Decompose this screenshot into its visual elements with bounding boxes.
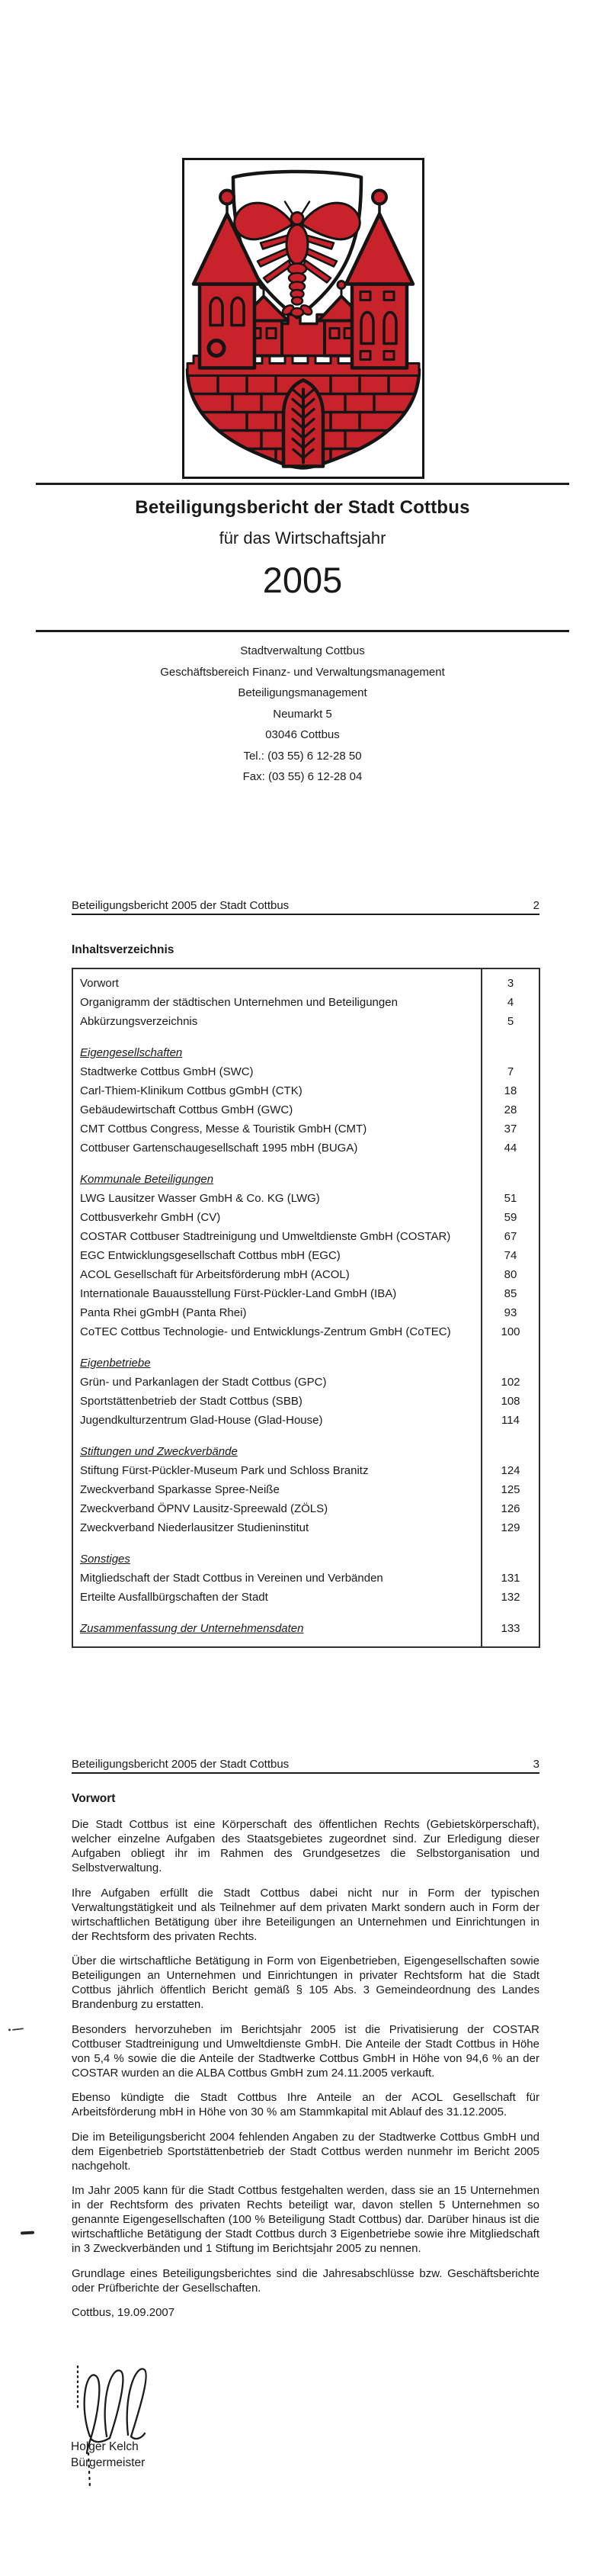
toc-row [73,1081,539,1100]
toc-entry-label: Internationale Bauausstellung Fürst-Pückler-Land GmbH (IBA) [80,1287,397,1300]
signer-name: Holger Kelch [71,2440,139,2453]
toc-row [73,974,539,993]
page-2-running-header [72,895,539,915]
scan-mark [12,2028,24,2031]
toc-entry-label: CMT Cottbus Congress, Messe & Touristik GmbH (CMT) [80,1123,367,1135]
toc-row [73,1303,539,1322]
toc-entry-page-number: 124 [501,1464,520,1477]
toc-entry-label: Sportstättenbetrieb der Stadt Cottbus (SBB) [80,1395,302,1408]
toc-entry-label: Sonstiges [80,1553,130,1566]
toc-entry-label: LWG Lausitzer Wasser GmbH & Co. KG (LWG) [80,1192,320,1205]
toc-entry-page-number [482,1442,539,1461]
foreword-paragraph: Ebenso kündigte die Stadt Cottbus Ihre Anteile an der ACOL Gesellschaft für Arbeitsförderung mbH in Höhe von 30 % am Stammkapital mit Ablauf des 31.12.2005. [72,2091,539,2118]
toc-row [73,1265,539,1284]
toc-row [73,1373,539,1392]
toc-entry-label: COSTAR Cottbuser Stadtreinigung und Umweltdienste GmbH (COSTAR) [80,1230,451,1243]
toc-entry-label: Organigramm der städtischen Unternehmen und Beteiligungen [80,996,398,1009]
toc-entry-label: Stiftung Fürst-Pückler-Museum Park und Schloss Branitz [80,1464,369,1477]
toc-row [73,1170,539,1189]
toc-entry-page-number [482,1341,539,1354]
toc-row [73,1480,539,1499]
foreword-paragraph: Ihre Aufgaben erfüllt die Stadt Cottbus dabei nicht nur in Form der typischen Verwaltungstätigkeit und als Teilnehmer auf dem privaten Markt sondern auch in Form der wirtschaftlichen Betätigung über ihre Beteiligungen an Unternehmen und Einrichtungen in der Rechtsform des privaten Rechts. [72,1886,539,1943]
toc-row [73,1246,539,1265]
toc-entry-page-number: 18 [504,1084,517,1097]
toc-entry-page-number: 93 [504,1306,517,1319]
toc-entry-page-number: 28 [504,1103,517,1116]
handwritten-signature [67,2360,181,2494]
toc-entry-page-number: 100 [501,1325,520,1338]
toc-entry-page-number [482,1607,539,1619]
toc-entry-label: ACOL Gesellschaft für Arbeitsförderung mbH (ACOL) [80,1268,350,1281]
toc-entry-page-number: 132 [501,1591,520,1604]
toc-entry-page-number [482,1354,539,1373]
foreword-paragraph: Die im Beteiligungsbericht 2004 fehlenden Angaben zu der Stadtwerke Cottbus GmbH und dem Eigenbetrieb Sportstättenbetrieb der Stadt Cottbus werden nunmehr im Bericht 2005 nachgeholt. [72,2130,539,2173]
toc-entry-label: Abkürzungsverzeichnis [80,1015,198,1028]
toc-entry-label [73,1537,482,1550]
foreword-paragraph: Über die wirtschaftliche Betätigung in Form von Eigenbetrieben, Eigengesellschaften sowie Beteiligungen an Unternehmen und Einrichtungen in privater Rechtsform hat die Stadt Cottbus jährlich öffentlich Bericht gemäß § 105 Abs. 3 Gemeindeordnung des Landes Brandenburg zu erstatten. [72,1954,539,2011]
toc-entry-label: Zweckverband ÖPNV Lausitz-Spreewald (ZÖLS) [80,1502,328,1515]
address-line: Neumarkt 5 [273,707,332,721]
publisher-address-block [0,641,605,788]
toc-entry-label: Zweckverband Sparkasse Spree-Neiße [80,1483,280,1496]
address-line: Stadtverwaltung Cottbus [240,644,365,657]
toc-entry-page-number: 51 [504,1192,517,1205]
toc-entry-page-number: 5 [507,1015,514,1028]
toc-entry-label: Jugendkulturzentrum Glad-House (Glad-House) [80,1414,323,1427]
toc-entry-page-number: 7 [507,1065,514,1078]
page-number: 3 [533,1758,539,1771]
address-line: 03046 Cottbus [265,728,340,741]
toc-row [73,1208,539,1227]
toc-heading: Inhaltsverzeichnis [72,943,174,956]
toc-row [73,1119,539,1139]
signer-role: Bürgermeister [71,2456,146,2469]
toc-entry-page-number: 125 [501,1483,520,1496]
toc-entry-page-number [482,1550,539,1569]
cottbus-coat-of-arms [182,158,424,479]
report-year: 2005 [262,560,343,600]
toc-entry-page-number: 44 [504,1142,517,1155]
toc-entry-label: Vorwort [80,977,119,990]
toc-row [73,1031,539,1043]
toc-row [73,1100,539,1119]
toc-entry-label: Mitgliedschaft der Stadt Cottbus in Vereinen und Verbänden [80,1572,383,1585]
toc-entry-label: Cottbuser Gartenschaugesellschaft 1995 mbH (BUGA) [80,1142,358,1155]
toc-entry-page-number: 3 [507,977,514,990]
toc-entry-page-number [482,1430,539,1442]
toc-row [73,1012,539,1031]
toc-entry-label: Grün- und Parkanlagen der Stadt Cottbus (GPC) [80,1376,327,1389]
toc-row [73,1619,539,1638]
toc-row [73,1227,539,1246]
foreword-paragraphs [72,1817,539,2295]
date-line: Cottbus, 19.09.2007 [72,2306,175,2319]
toc-entry-label: Kommunale Beteiligungen [80,1173,214,1186]
toc-entry-page-number: 4 [507,996,514,1009]
toc-row [73,1442,539,1461]
address-line: Fax: (03 55) 6 12-28 04 [242,770,363,783]
toc-entry-label: EGC Entwicklungsgesellschaft Cottbus mbH (EGC) [80,1249,341,1262]
crest-gate-leaf [283,381,323,467]
toc-entry-page-number [482,1043,539,1062]
toc-entry-label: Panta Rhei gGmbH (Panta Rhei) [80,1306,247,1319]
toc-entry-label [73,1158,482,1170]
foreword-heading: Vorwort [72,1792,116,1805]
toc-entry-page-number: 126 [501,1502,520,1515]
address-line: Geschäftsbereich Finanz- und Verwaltungsmanagement [160,665,445,679]
toc-row [73,1499,539,1518]
toc-entry-page-number: 108 [501,1395,520,1408]
address-line: Beteiligungsmanagement [238,686,367,699]
toc-entry-label [73,1031,482,1043]
toc-entry-page-number: 114 [501,1414,520,1427]
toc-entry-page-number [482,1170,539,1189]
toc-entry-label [73,1341,482,1354]
toc-entry-label: Zweckverband Niederlausitzer Studieninstitut [80,1521,309,1534]
toc-entry-page-number: 37 [504,1123,517,1135]
toc-row [73,1588,539,1607]
toc-row [73,993,539,1012]
toc-row [73,1043,539,1062]
cover-title-block [0,497,605,601]
city-crest-graphic [184,160,422,477]
toc-entry-label: Zusammenfassung der Unternehmensdaten [80,1622,304,1635]
toc-row [73,1341,539,1354]
toc-row [73,1550,539,1569]
toc-row [73,1392,539,1411]
toc-entry-page-number: 85 [504,1287,517,1300]
toc-entry-page-number: 59 [504,1211,517,1224]
toc-entry-label: Cottbusverkehr GmbH (CV) [80,1211,221,1224]
toc-row [73,1569,539,1588]
running-header-title: Beteiligungsbericht 2005 der Stadt Cottbus [72,899,290,912]
foreword-paragraph: Grundlage eines Beteiligungsberichtes sind die Jahresabschlüsse bzw. Geschäftsberichte oder Prüfberichte der Gesellschaften. [72,2266,539,2295]
toc-column-divider [481,969,482,1646]
page-number: 2 [533,899,539,912]
toc-row [73,1189,539,1208]
toc-entry-label [73,1607,482,1619]
toc-entry-page-number: 129 [501,1521,520,1534]
toc-entry-page-number: 80 [504,1268,517,1281]
toc-row [73,1322,539,1341]
toc-row [73,1461,539,1480]
toc-row [73,1430,539,1442]
foreword-body [72,1817,539,2320]
toc-entry-page-number: 67 [504,1230,517,1243]
horizontal-rule-bottom [36,630,569,632]
toc-entry-page-number: 102 [501,1376,520,1389]
toc-entry-page-number [482,1158,539,1170]
toc-entry-page-number: 133 [501,1622,520,1635]
toc-entry-label: Stadtwerke Cottbus GmbH (SWC) [80,1065,254,1078]
toc-entry-label [73,1430,482,1442]
toc-entry-page-number [482,1537,539,1550]
scan-mark [21,2231,34,2234]
toc-entry-label: Carl-Thiem-Klinikum Cottbus gGmbH (CTK) [80,1084,302,1097]
document-title: Beteiligungsbericht der Stadt Cottbus [135,497,470,518]
page-3-running-header [72,1754,539,1774]
toc-entry-page-number [482,1031,539,1043]
toc-entry-label: Eigengesellschaften [80,1046,183,1059]
toc-entry-label: Gebäudewirtschaft Cottbus GmbH (GWC) [80,1103,293,1116]
foreword-paragraph: Die Stadt Cottbus ist eine Körperschaft des öffentlichen Rechts (Gebietskörperschaft), welcher einzelne Aufgaben des Staatsgebietes zugeordnet sind. Zur Erledigung dieser Aufgaben obliegt ihr im Rahmen des Grundgesetzes die Selbstorganisation und Selbstverwaltung. [72,1818,539,1874]
toc-row [73,1062,539,1081]
toc-entry-label: Eigenbetriebe [80,1357,151,1370]
running-header-title: Beteiligungsbericht 2005 der Stadt Cottbus [72,1758,290,1771]
toc-table [72,968,540,1648]
toc-entry-label: CoTEC Cottbus Technologie- und Entwicklungs-Zentrum GmbH (CoTEC) [80,1325,451,1338]
toc-row [73,1411,539,1430]
toc-row [73,1158,539,1170]
toc-row [73,1284,539,1303]
foreword-paragraph: Besonders hervorzuheben im Berichtsjahr 2005 ist die Privatisierung der COSTAR Cottbuser Stadtreinigung und Umweltdienste GmbH. Die Anteile der Stadt Cottbus in Höhe von 5,4 % sowie die die Anteile der Stadtwerke Cottbus GmbH in Höhe von 94,6 % an der COSTAR wurden an die ALBA Cottbus GmbH zum 24.11.2005 verkauft. [72,2022,539,2080]
toc-entry-label: Erteilte Ausfallbürgschaften der Stadt [80,1591,268,1604]
document-subtitle: für das Wirtschaftsjahr [219,528,386,548]
horizontal-rule-top [36,483,569,485]
toc-row [73,1537,539,1550]
toc-entry-page-number: 74 [504,1249,517,1262]
foreword-paragraph: Im Jahr 2005 kann für die Stadt Cottbus festgehalten werden, dass sie an 15 Unternehmen in der Rechtsform des privaten Rechts beteiligt war, davon stellen 5 Unternehmen so genannte Eigengesellschaften (100 % Beteiligung Stadt Cottbus) dar. Darüber hinaus ist die wirtschaftliche Betätigung der Stadt Cottbus durch 3 Eigenbetriebe sowie ihre Mitgliedschaft in 3 Zweckverbänden und 1 Stiftung im Berichtsjahr 2005 zu nennen. [72,2184,539,2255]
signature-block [71,2439,145,2471]
toc-row [73,1607,539,1619]
toc-entry-label: Stiftungen und Zweckverbände [80,1445,238,1458]
toc-row [73,1139,539,1158]
toc-entry-page-number: 131 [501,1572,520,1585]
address-line: Tel.: (03 55) 6 12-28 50 [243,749,362,763]
toc-row [73,1354,539,1373]
toc-row [73,1518,539,1537]
